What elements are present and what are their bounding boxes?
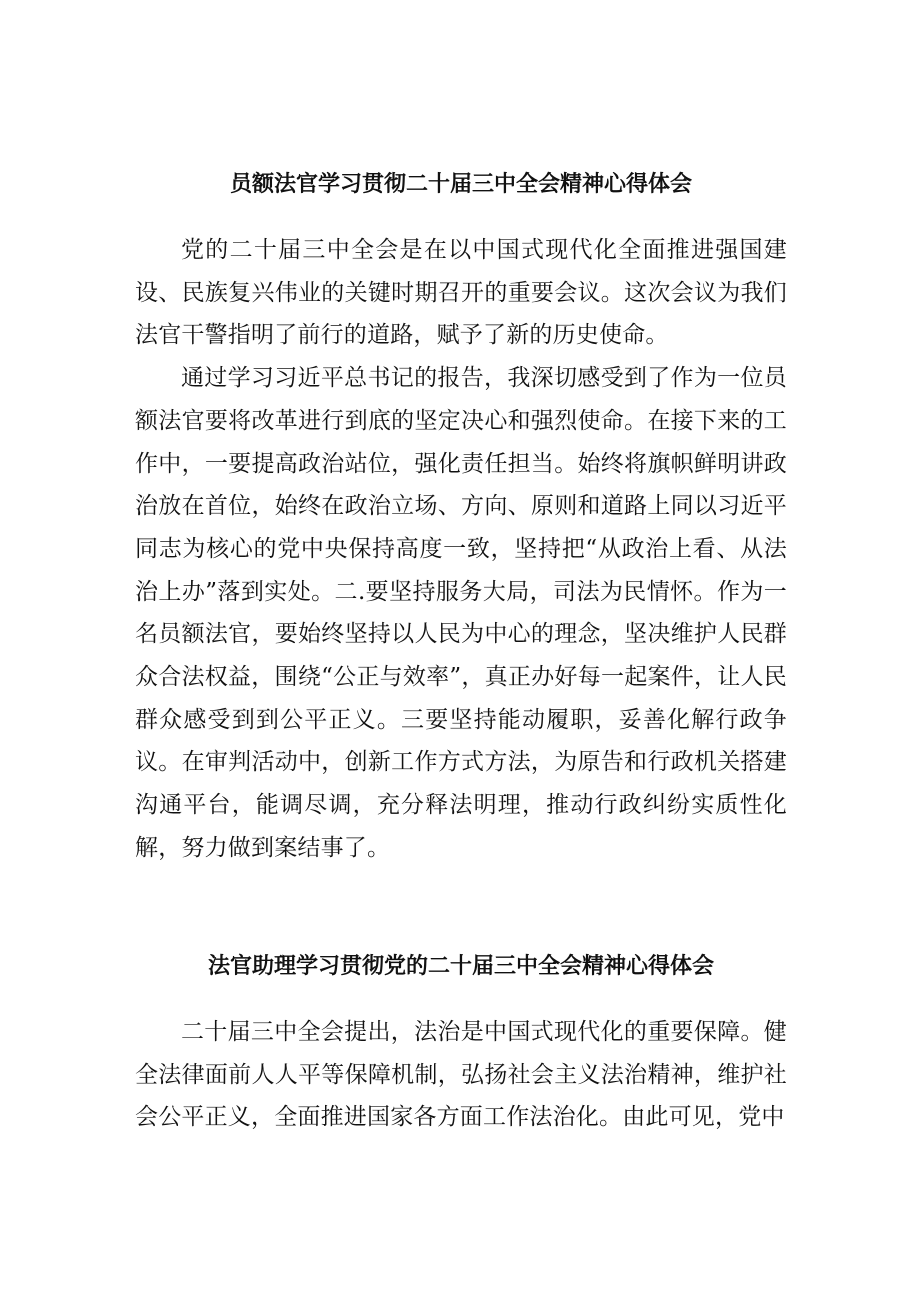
paragraph: 二十届三中全会提出，法治是中国式现代化的重要保障。健全法律面前人人平等保障机制，弘扬社会主义法治精神，维护社会公平正义，全面推进国家各方面工作法治化。由此可见，党中 (135, 1019, 787, 1131)
section-title-assistant: 法官助理学习贯彻党的二十届三中全会精神心得体会 (207, 954, 714, 979)
paragraph: 通过学习习近平总书记的报告，我深切感受到了作为一位员额法官要将改革进行到底的坚定决心和强烈使命。在接下来的工作中，一要提高政治站位，强化责任担当。始终将旗帜鲜明讲政治放在首位，始终在政治立场、方向、原则和道路上同以习近平同志为核心的党中央保持高度一致，坚持把“从政治上看、从法治上办”落到实处。二.要坚持服务大局，司法为民情怀。作为一名员额法官，要始终坚持以人民为中心的理念，坚决维护人民群众合法权益，围绕“公正与效率”，真正办好每一起案件，让人民群众感受到到公平正义。三要坚持能动履职，妥善化解行政争议。在审判活动中，创新工作方式方法，为原告和行政机关搭建沟通平台，能调尽调，充分释法明理，推动行政纠纷实质性化解，努力做到案结事了。 (135, 365, 787, 861)
section-body-assistant (135, 1011, 787, 1139)
section-body-judge (135, 229, 787, 870)
paragraph: 党的二十届三中全会是在以中国式现代化全面推进强国建设、民族复兴伟业的关键时期召开的重要会议。这次会议为我们法官干警指明了前行的道路，赋予了新的历史使命。 (135, 237, 787, 349)
section-title-judge: 员额法官学习贯彻二十届三中全会精神心得体会 (229, 172, 692, 197)
